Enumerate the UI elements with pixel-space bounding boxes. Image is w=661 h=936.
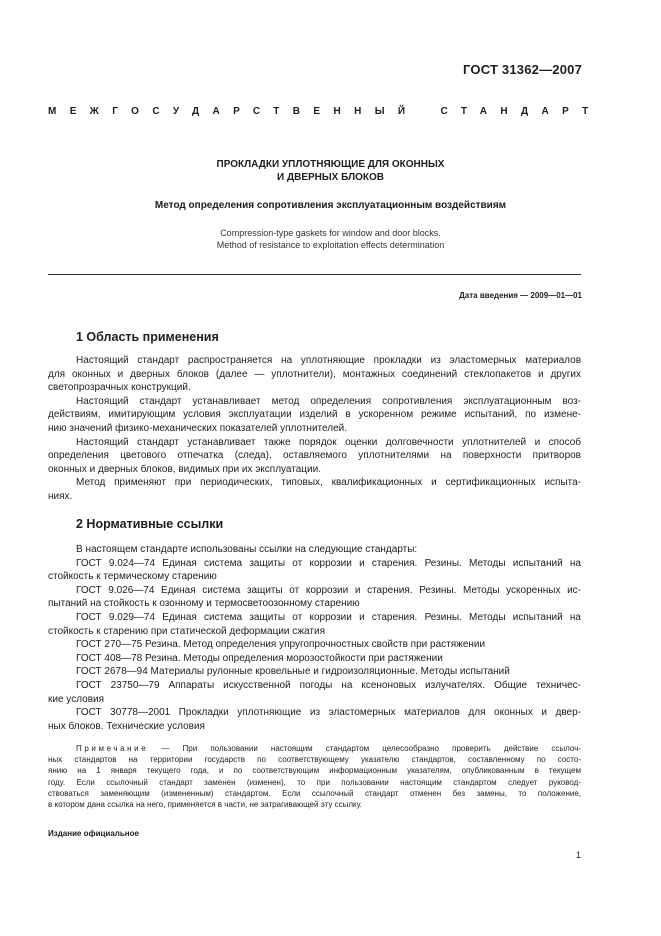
page-number: 1 [575, 850, 581, 860]
note-label: Примечание [76, 744, 149, 753]
divider-line [48, 274, 581, 275]
text-line: Метод применяют при периодических, типовых, квалификационных и сертификационных испыта- [76, 477, 581, 489]
note-line: янию на 1 января текущего года, и по соответствующим информационным указателям, опубликованным в текущем [48, 766, 581, 776]
reference-line: стойкость к старению при статической деформации сжатия [48, 625, 326, 637]
reference-line: ных блоков. Технические условия [48, 720, 205, 732]
text-line: Настоящий стандарт устанавливает метод определения сопротивления эксплуатационным воз- [76, 395, 581, 407]
document-code: ГОСТ 31362—2007 [463, 62, 582, 77]
introduction-date: Дата введения — 2009—01—01 [459, 291, 582, 300]
reference-line: ГОСТ 270—75 Резина. Метод определения упругопрочностных свойств при растяжении [76, 639, 486, 651]
note-line: году. Если ссылочный стандарт заменен (изменен), то при пользовании настоящим стандартом следует руковод- [48, 777, 581, 787]
text-line: действиям, имитирующим условия эксплуатации изделий в ускоренном режиме испытаний, по измене- [48, 409, 581, 421]
reference-line: ГОСТ 9.029—74 Единая система защиты от коррозии и старения. Резины. Методы испытаний на [76, 611, 581, 623]
english-title-line-2: Method of resistance to exploitation effects determination [216, 240, 445, 250]
section-2-body [48, 543, 581, 733]
section-1-heading: 1 Область применения [76, 330, 219, 344]
reference-line: стойкость к термическому старению [48, 571, 217, 583]
reference-line: кие условия [48, 693, 105, 705]
note-line: — При пользовании настоящим стандартом целесообразно проверить действие ссылоч- [161, 744, 581, 753]
english-title-line-1: Compression-type gaskets for window and door blocks. [220, 228, 441, 238]
title-line-2: И ДВЕРНЫХ БЛОКОВ [277, 172, 384, 183]
reference-line: ГОСТ 30778—2001 Прокладки уплотняющие из эластомерных материалов для оконных и двер- [76, 707, 581, 719]
reference-line: ГОСТ 23750—79 Аппараты искусственной погоды на ксеноновых излучателях. Общие техничес- [76, 679, 581, 691]
text-line: Настоящий стандарт распространяется на уплотняющие прокладки из эластомерных материалов [76, 355, 581, 366]
edition-label: Издание официальное [48, 829, 139, 838]
section-2-heading: 2 Нормативные ссылки [76, 517, 224, 531]
note-block [48, 743, 581, 810]
reference-line: пытаний на стойкость к озонному и термосветоозонному старению [48, 598, 360, 610]
note-line: ных стандартов на территории государств по соответствующему указателю стандартов, составленному по состо- [48, 755, 581, 765]
text-line: ниях. [48, 490, 73, 502]
text-line: оконных и дверных блоков, видимых при их эксплуатации. [48, 463, 321, 475]
section-1-body [48, 354, 581, 504]
reference-line: ГОСТ 408—78 Резина. Методы определения морозостойкости при растяжении [76, 652, 443, 664]
banner-word-interstate: МЕЖГОСУДАРСТВЕННЫЙ [48, 106, 419, 117]
reference-line: ГОСТ 9.026—74 Единая система защиты от коррозии и старения. Резины. Методы ускоренных ис- [76, 584, 581, 596]
text-line: светопрозрачных конструкций. [48, 382, 191, 394]
text-line: В настоящем стандарте использованы ссылки на следующие стандарты: [76, 544, 418, 555]
banner-word-standard: СТАНДАРТ [440, 106, 602, 117]
text-line: определения цветового отпечатка (следа), оставляемого уплотнителями на поверхности притворов [48, 450, 581, 462]
note-line: в котором дана ссылка на него, применяется в части, не затрагивающей эту ссылку. [48, 800, 363, 810]
text-line: Настоящий стандарт устанавливает также порядок оценки долговечности уплотнителей и способ [76, 436, 581, 448]
text-line: нию значений физико-механических показателей уплотнителей. [48, 422, 347, 434]
standard-banner [48, 106, 602, 117]
title-line-1: ПРОКЛАДКИ УПЛОТНЯЮЩИЕ ДЛЯ ОКОННЫХ [216, 159, 445, 170]
reference-line: ГОСТ 9.024—74 Единая система защиты от коррозии и старения. Резины. Методы испытаний на [76, 557, 581, 569]
subtitle: Метод определения сопротивления эксплуатационным воздействиям [154, 200, 507, 211]
note-line: ствоваться заменяющим (измененным) стандартом. Если ссылочный стандарт отменен без замены, то положение, [48, 788, 581, 798]
text-line: для оконных и дверных блоков (далее — уплотнители), монтажных соединений стеклопакетов и других [48, 368, 581, 380]
reference-line: ГОСТ 2678—94 Материалы рулонные кровельные и гидроизоляционные. Методы испытаний [76, 666, 510, 678]
